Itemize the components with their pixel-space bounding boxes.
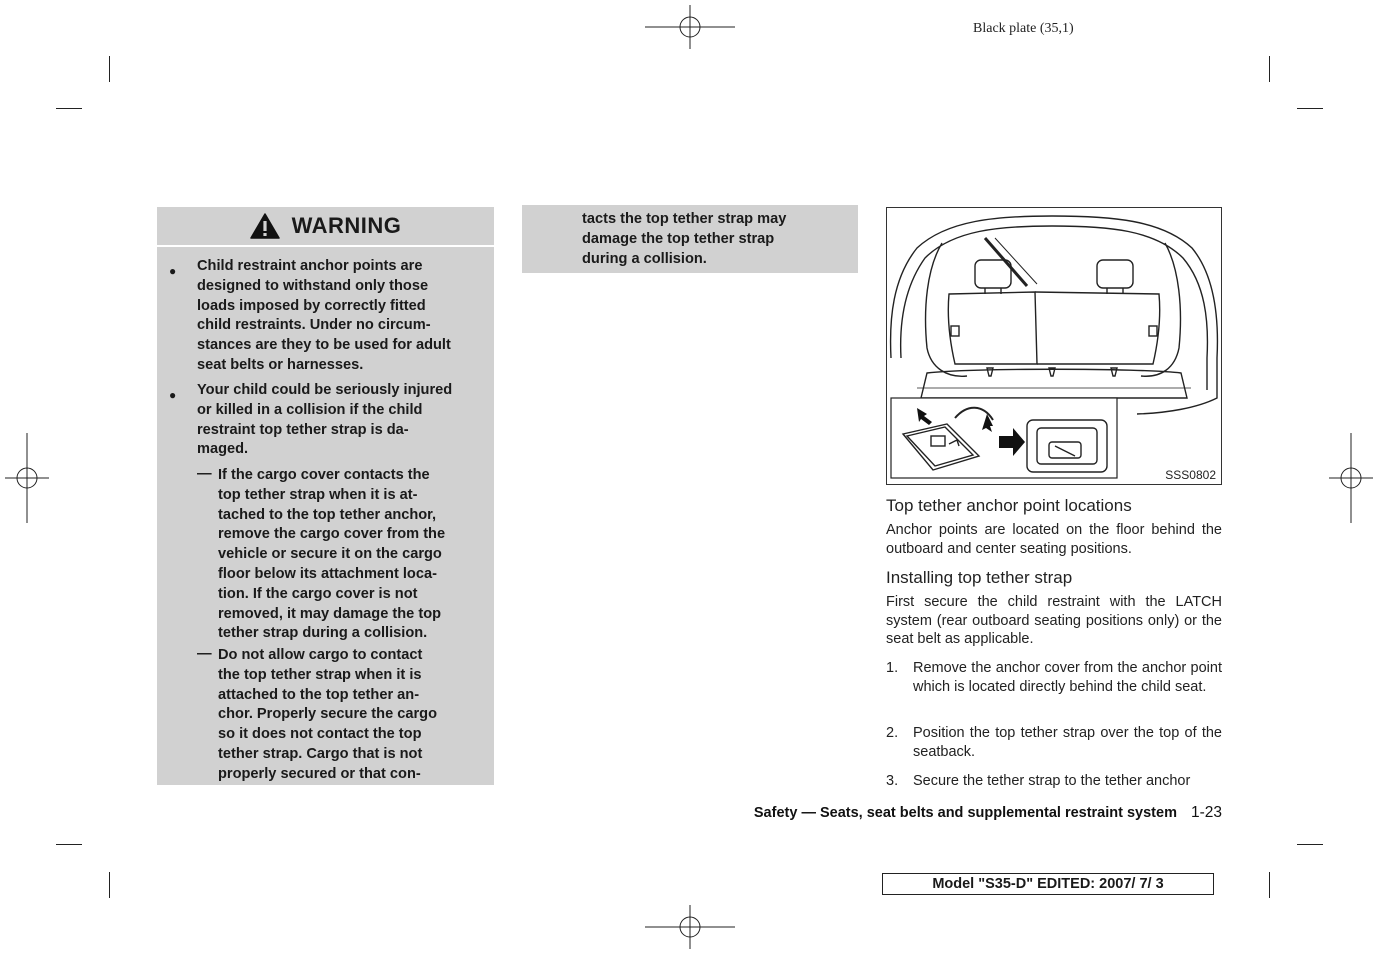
text-line: floor below its attachment loca- — [218, 565, 437, 582]
warning-bullet-1 — [197, 257, 481, 376]
text-line: during a collision. — [582, 250, 707, 267]
crop-mark — [1297, 108, 1323, 109]
step-number: 2. — [886, 725, 899, 741]
step-text: Secure the tether strap to the tether anchor — [913, 773, 1191, 789]
warning-dash-1 — [218, 466, 473, 644]
model-edit-box: Model "S35-D" EDITED: 2007/ 7/ 3 — [882, 873, 1214, 895]
text-line: attached to the top tether an- — [218, 686, 420, 703]
text-line: loads imposed by correctly fitted — [197, 297, 426, 314]
text-line: the top tether strap when it is — [218, 666, 422, 683]
text-line: vehicle or secure it on the cargo — [218, 546, 442, 563]
page-number: 1-23 — [1190, 804, 1222, 821]
text-line: damage the top tether strap — [582, 230, 775, 247]
text-line: removed, it may damage the top — [218, 605, 442, 622]
installing-tether-body: First secure the child restraint with the LATCH system (rear outboard seating positions only) or the seat belt as applicable. — [886, 594, 1222, 647]
warning-header — [157, 207, 494, 247]
step-text: Remove the anchor cover from the anchor point which is located directly behind the child seat. — [913, 660, 1222, 695]
crop-mark — [1297, 844, 1323, 845]
text-line: stances are they to be used for adult — [197, 337, 451, 354]
warning-box — [157, 207, 494, 785]
registration-mark — [5, 433, 49, 523]
text-line: remove the cargo cover from the — [218, 526, 446, 543]
step-text: Position the top tether strap over the top of the seatback. — [913, 725, 1222, 760]
registration-mark — [645, 5, 735, 49]
crop-mark — [56, 844, 82, 845]
text-line: restraint top tether strap is da- — [197, 421, 409, 438]
crop-mark — [1269, 872, 1270, 898]
bullet-dot: ● — [169, 388, 177, 402]
text-line: maged. — [197, 441, 249, 458]
text-line: tion. If the cargo cover is not — [218, 585, 418, 602]
warning-dash-2 — [218, 646, 473, 785]
text-line: chor. Properly secure the cargo — [218, 706, 437, 723]
text-line: designed to withstand only those — [197, 277, 429, 294]
text-line: tether strap during a collision. — [218, 625, 428, 642]
warning-continuation-box — [522, 205, 858, 273]
anchor-locations-heading: Top tether anchor point locations — [886, 496, 1132, 515]
footer-section-title: Safety — Seats, seat belts and supplemental restraint system — [753, 805, 1177, 821]
dash-marker: — — [197, 646, 212, 662]
crop-mark — [1269, 56, 1270, 82]
warning-triangle-icon — [250, 213, 280, 239]
text-line: seat belts or harnesses. — [197, 356, 364, 373]
registration-mark — [1329, 433, 1373, 523]
text-line: tacts the top tether strap may — [582, 211, 787, 227]
warning-bullet-2 — [197, 381, 481, 460]
anchor-locations-body: Anchor points are located on the floor behind the outboard and center seating positions. — [886, 522, 1222, 557]
text-line: top tether strap when it is at- — [218, 486, 418, 503]
crop-mark — [109, 872, 110, 898]
crop-mark — [109, 56, 110, 82]
text-line: If the cargo cover contacts the — [218, 467, 430, 483]
cargo-area-illustration — [886, 207, 1222, 485]
step-number: 1. — [886, 660, 899, 676]
crop-mark — [56, 108, 82, 109]
registration-mark — [645, 905, 735, 949]
text-line: Child restraint anchor points are — [197, 258, 423, 274]
installing-tether-heading: Installing top tether strap — [886, 568, 1073, 587]
bullet-dot: ● — [169, 264, 177, 278]
text-line: Do not allow cargo to contact — [218, 647, 423, 663]
text-line: or killed in a collision if the child — [197, 401, 423, 418]
cargo-area-drawing — [887, 208, 1221, 484]
warning-continuation-text — [582, 210, 838, 269]
page-footer — [754, 804, 1222, 822]
text-line: properly secured or that con- — [218, 765, 421, 782]
warning-title: WARNING — [291, 213, 402, 238]
text-line: child restraints. Under no circum- — [197, 317, 431, 334]
text-line: tether strap. Cargo that is not — [218, 745, 423, 762]
text-line: tached to the top tether anchor, — [218, 506, 437, 523]
dash-marker: — — [197, 466, 212, 482]
figure-code: SSS0802 — [1165, 468, 1216, 482]
plate-label: Black plate (35,1) — [973, 21, 1074, 36]
text-line: so it does not contact the top — [218, 726, 422, 743]
text-line: Your child could be seriously injured — [197, 382, 453, 398]
step-number: 3. — [886, 773, 899, 789]
